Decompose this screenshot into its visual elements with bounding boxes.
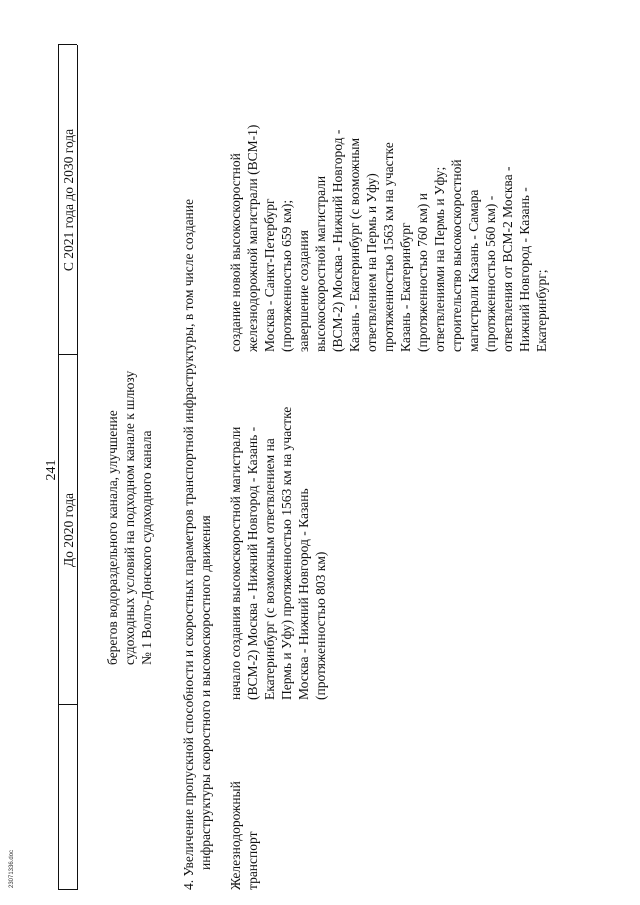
document-page — [40, 45, 600, 890]
document-file-code: 23071336.doc — [9, 849, 15, 888]
header-col3: С 2021 года до 2030 года — [61, 128, 76, 272]
text-line: (протяженностью 659 км); — [279, 199, 294, 352]
text-line: Екатеринбург; — [534, 269, 549, 352]
text-line: Москва - Нижний Новгород - Казань — [296, 488, 311, 700]
text-line: Пермь и Уфу) протяженностью 1563 км на участке — [279, 406, 294, 700]
text-line: ответвлением на Пермь и Уфу) — [364, 173, 379, 352]
text-line: протяженностью 1563 км на участке — [381, 142, 396, 352]
text-line: судоходных условий на подходном канале к шлюзу — [122, 370, 137, 665]
text-line: (ВСМ-2) Москва - Нижний Новгород - Казань - — [245, 426, 260, 700]
row-cell-to-2020 — [227, 407, 329, 700]
text-line: железнодорожной магистрали (ВСМ-1) — [245, 124, 260, 352]
text-line: Москва - Санкт-Петербург — [262, 198, 277, 352]
text-line: берегов водораздельного канала, улучшение — [105, 410, 120, 665]
row-cell-2021-2030 — [227, 125, 550, 352]
text-line: строительство высокоскоростной — [449, 159, 464, 352]
text-line: (протяженностью 803 км) — [313, 551, 328, 700]
heading-line-1: 4. Увеличение пропускной способности и скоростных параметров транспортной инфраструктуры, в том числе создание — [181, 199, 196, 890]
text-line: (протяженностью 560 км) - — [483, 195, 498, 352]
text-line: Екатеринбург (с возможным ответвлением на — [262, 438, 277, 700]
text-line: транспорт — [245, 831, 260, 890]
text-line: завершение создания — [296, 230, 311, 352]
continuation-text — [104, 371, 155, 665]
text-line: ответвления от ВСМ-2 Москва - — [500, 166, 515, 352]
text-line: № 1 Волго-Донского судоходного канала — [139, 430, 154, 665]
text-line: высокоскоростной магистрали — [313, 175, 328, 352]
table-header-border — [77, 45, 78, 890]
text-line: Казань - Екатеринбург — [398, 222, 413, 352]
section-heading — [180, 45, 214, 890]
text-line: (протяженностью 760 км) и — [415, 193, 430, 352]
table-top-border — [58, 45, 59, 890]
header-col2: До 2020 года — [61, 492, 76, 568]
heading-line-2: инфраструктуры скоростного и высокоскоростного движения — [198, 515, 213, 870]
table-left-border — [58, 889, 77, 890]
text-line: (ВСМ-2) Москва - Нижний Новгород - — [330, 129, 345, 352]
text-line: ответвлениями на Пермь и Уфу; — [432, 166, 447, 352]
text-line: Железнодорожный — [228, 781, 243, 890]
text-line: начало создания высокоскоростной магистрали — [228, 426, 243, 700]
text-line: магистрали Казань - Самара — [466, 189, 481, 352]
text-line: Казань - Екатеринбург (с возможным — [347, 137, 362, 352]
text-line: создание новой высокоскоростной — [228, 153, 243, 352]
page-number: 241 — [44, 459, 59, 481]
text-line: Нижний Новгород - Казань - — [517, 187, 532, 352]
row-label — [227, 781, 261, 890]
